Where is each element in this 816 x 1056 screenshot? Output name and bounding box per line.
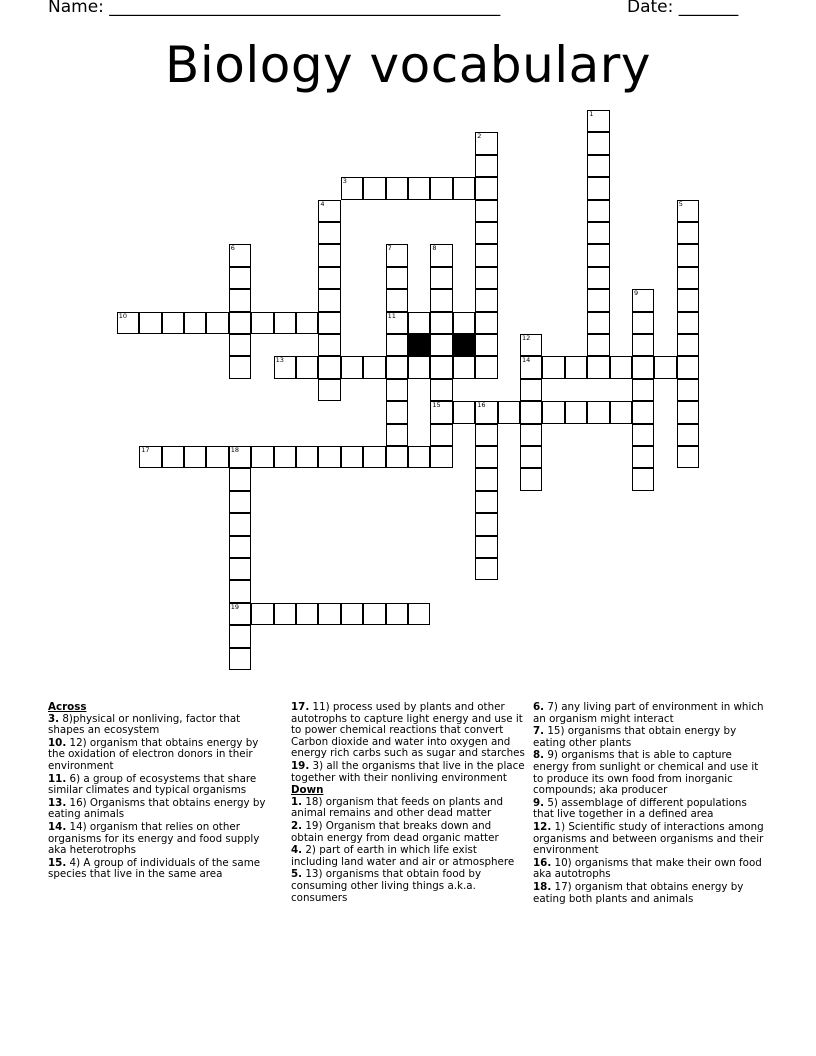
grid-cell[interactable] — [632, 424, 654, 446]
clue-across-17: 17. 11) process used by plants and other autotrophs to capture light energy and use it to power chemical reactions that convert Carbon dioxide and water into oxygen and energy rich carbs such as sugar and starches — [291, 701, 525, 760]
grid-cell[interactable] — [475, 491, 497, 513]
grid-cell[interactable] — [475, 244, 497, 266]
grid-cell[interactable] — [274, 446, 296, 468]
grid-cell[interactable] — [677, 267, 699, 289]
cell-number: 18 — [230, 446, 240, 454]
grid-cell[interactable] — [139, 446, 161, 468]
grid-cell[interactable] — [341, 177, 363, 199]
grid-cell[interactable] — [408, 356, 430, 378]
clue-down-16: 16. 10) organisms that make their own food aka autotrophs — [533, 856, 762, 881]
clue-down-9: 9. 5) assemblage of different populations that live together in a defined area — [533, 796, 747, 821]
grid-cell[interactable] — [318, 244, 340, 266]
grid-cell[interactable] — [453, 312, 475, 334]
grid-cell[interactable] — [475, 200, 497, 222]
grid-cell[interactable] — [520, 468, 542, 490]
grid-cell[interactable] — [453, 356, 475, 378]
clue-down-8: 8. 9) organisms that is able to capture energy from sunlight or chemical and use it to produce its own food from inorganic compounds; aka producer — [533, 749, 759, 797]
grid-cell[interactable] — [229, 648, 251, 670]
grid-cell[interactable] — [632, 312, 654, 334]
grid-cell[interactable] — [587, 200, 609, 222]
grid-cell[interactable] — [408, 446, 430, 468]
grid-cell[interactable] — [117, 312, 139, 334]
grid-cell[interactable] — [318, 334, 340, 356]
page-title: Biology vocabulary — [165, 36, 651, 94]
grid-cell[interactable] — [229, 513, 251, 535]
cell-number: 17 — [141, 446, 150, 454]
clue-down-6: 6. 7) any living part of environment in which an organism might interact — [533, 701, 764, 725]
grid-cell[interactable] — [430, 267, 452, 289]
grid-cell[interactable] — [229, 536, 251, 558]
grid-cell[interactable] — [587, 289, 609, 311]
grid-cell[interactable] — [632, 334, 654, 356]
grid-cell[interactable] — [386, 267, 408, 289]
grid-cell[interactable] — [229, 356, 251, 378]
clue-down-18: 18. 17) organism that obtains energy by eating both plants and animals — [533, 880, 744, 905]
grid-cell[interactable] — [318, 200, 340, 222]
grid-cell[interactable] — [430, 446, 452, 468]
grid-cell[interactable] — [386, 603, 408, 625]
cell-number: 10 — [118, 311, 128, 320]
grid-cell[interactable] — [408, 177, 430, 199]
grid-cell[interactable] — [475, 356, 497, 378]
grid-cell[interactable] — [386, 289, 408, 311]
grid-cell[interactable] — [475, 267, 497, 289]
grid-cell[interactable] — [386, 356, 408, 378]
grid-cell[interactable] — [363, 603, 385, 625]
date-field[interactable]: Date: _______ — [627, 0, 739, 17]
grid-cell[interactable] — [654, 356, 676, 378]
clues-column-3 — [533, 702, 769, 906]
grid-cell[interactable] — [587, 222, 609, 244]
clues-column-1 — [48, 702, 276, 882]
grid-cell[interactable] — [677, 424, 699, 446]
grid-cell[interactable] — [296, 312, 318, 334]
clue-across-10: 10. 12) organism that obtains energy by the oxidation of electron donors in their environment — [48, 736, 259, 772]
grid-cell[interactable] — [430, 289, 452, 311]
grid-cell[interactable] — [251, 446, 273, 468]
clue-down-2: 2. 19) Organism that breaks down and obtain energy from dead organic matter — [291, 819, 499, 844]
grid-cell[interactable] — [318, 222, 340, 244]
grid-cell[interactable] — [475, 536, 497, 558]
grid-cell[interactable] — [229, 446, 251, 468]
grid-cell[interactable] — [475, 312, 497, 334]
grid-cell[interactable] — [274, 603, 296, 625]
grid-cell[interactable] — [318, 267, 340, 289]
grid-cell[interactable] — [162, 446, 184, 468]
grid-cell[interactable] — [475, 424, 497, 446]
grid-cell[interactable] — [610, 356, 632, 378]
grid-cell[interactable] — [318, 356, 340, 378]
grid-cell[interactable] — [341, 446, 363, 468]
grid-cell[interactable] — [341, 356, 363, 378]
grid-cell[interactable] — [565, 401, 587, 423]
grid-cell[interactable] — [498, 401, 520, 423]
grid-cell[interactable] — [318, 289, 340, 311]
grid-cell[interactable] — [587, 312, 609, 334]
grid-cell[interactable] — [677, 356, 699, 378]
grid-cell[interactable] — [475, 177, 497, 199]
grid-cell[interactable] — [386, 244, 408, 266]
grid-cell[interactable] — [587, 334, 609, 356]
clue-across-19: 19. 3) all the organisms that live in the place together with their nonliving environment — [291, 759, 525, 784]
grid-cell[interactable] — [430, 356, 452, 378]
clue-across-15: 15. 4) A group of individuals of the same species that live in the same area — [48, 856, 261, 881]
across-heading: Across — [48, 701, 87, 713]
clue-down-4: 4. 2) part of earth in which life exist including land water and air or atmosphere — [291, 844, 515, 868]
grid-cell[interactable] — [587, 267, 609, 289]
grid-cell[interactable] — [229, 312, 251, 334]
grid-cell[interactable] — [274, 312, 296, 334]
clue-down-7: 7. 15) organisms that obtain energy by eating other plants — [533, 725, 737, 749]
grid-cell[interactable] — [520, 379, 542, 401]
grid-cell[interactable] — [520, 356, 542, 378]
down-heading: Down — [291, 784, 324, 797]
grid-cell[interactable] — [677, 446, 699, 468]
grid-cell[interactable] — [520, 446, 542, 468]
grid-cell[interactable] — [632, 446, 654, 468]
grid-cell[interactable] — [206, 312, 228, 334]
name-field[interactable]: Name: ______________________________________________ — [48, 0, 501, 17]
grid-cell[interactable] — [430, 334, 452, 356]
grid-cell[interactable] — [139, 312, 161, 334]
cell-number: 9 — [634, 289, 639, 298]
grid-cell[interactable] — [677, 312, 699, 334]
grid-cell[interactable] — [251, 603, 273, 625]
grid-cell[interactable] — [520, 401, 542, 423]
cell-number: 14 — [522, 356, 531, 365]
clue-down-1: 1. 18) organism that feeds on plants and animal remains and other dead matter — [291, 795, 504, 820]
grid-cell[interactable] — [587, 177, 609, 199]
clues-column-2 — [291, 702, 527, 905]
grid-cell[interactable] — [274, 356, 296, 378]
grid-cell[interactable] — [475, 289, 497, 311]
grid-cell[interactable] — [475, 446, 497, 468]
grid-cell[interactable] — [251, 312, 273, 334]
grid-cell[interactable] — [587, 401, 609, 423]
grid-cell[interactable] — [363, 177, 385, 199]
grid-cell[interactable] — [229, 289, 251, 311]
grid-cell[interactable] — [587, 244, 609, 266]
grid-cell[interactable] — [386, 334, 408, 356]
grid-cell[interactable] — [475, 155, 497, 177]
cell-number: 12 — [522, 334, 531, 342]
grid-cell[interactable] — [341, 603, 363, 625]
grid-cell[interactable] — [296, 356, 318, 378]
clue-across-14: 14. 14) organism that relies on other organisms for its energy and food supply aka heterotrophs — [48, 820, 260, 857]
grid-cell[interactable] — [386, 312, 408, 334]
grid-cell[interactable] — [386, 177, 408, 199]
grid-cell[interactable] — [318, 379, 340, 401]
grid-cell[interactable] — [162, 312, 184, 334]
grid-cell[interactable] — [475, 401, 497, 423]
cell-number: 2 — [477, 132, 482, 141]
grid-cell[interactable] — [587, 132, 609, 154]
grid-cell[interactable] — [229, 267, 251, 289]
grid-cell[interactable] — [229, 625, 251, 647]
clue-down-12: 12. 1) Scientific study of interactions among organisms and between organisms and their environment — [533, 820, 764, 857]
grid-cell[interactable] — [229, 580, 251, 602]
grid-cell[interactable] — [632, 468, 654, 490]
grid-cell[interactable] — [408, 312, 430, 334]
grid-cell[interactable] — [430, 244, 452, 266]
grid-cell[interactable] — [587, 155, 609, 177]
grid-cell[interactable] — [453, 401, 475, 423]
grid-cell[interactable] — [386, 446, 408, 468]
cell-number: 6 — [230, 244, 235, 253]
cell-number: 3 — [342, 177, 347, 186]
grid-cell[interactable] — [453, 177, 475, 199]
grid-cell[interactable] — [475, 558, 497, 580]
grid-cell[interactable] — [430, 177, 452, 199]
grid-cell[interactable] — [587, 110, 609, 132]
grid-cell[interactable] — [296, 603, 318, 625]
grid-cell[interactable] — [318, 312, 340, 334]
clue-across-3: 3. 8)physical or nonliving, factor that shapes an ecosystem — [48, 712, 241, 737]
grid-cell[interactable] — [363, 446, 385, 468]
cell-number: 8 — [432, 244, 437, 253]
grid-cell[interactable] — [542, 401, 564, 423]
grid-cell[interactable] — [206, 446, 228, 468]
grid-cell[interactable] — [677, 222, 699, 244]
grid-cell[interactable] — [542, 356, 564, 378]
grid-cell[interactable] — [520, 424, 542, 446]
grid-cell[interactable] — [610, 401, 632, 423]
grid-cell[interactable] — [565, 356, 587, 378]
clue-across-11: 11. 6) a group of ecosystems that share similar climates and typical organisms — [48, 772, 257, 797]
cell-number: 11 — [387, 311, 396, 320]
grid-cell[interactable] — [475, 334, 497, 356]
cell-number: 19 — [230, 602, 240, 611]
grid-cell[interactable] — [677, 379, 699, 401]
grid-cell[interactable] — [229, 334, 251, 356]
grid-cell[interactable] — [430, 424, 452, 446]
cell-number: 16 — [477, 401, 486, 410]
grid-cell[interactable] — [677, 401, 699, 423]
grid-cell[interactable] — [475, 513, 497, 535]
grid-cell[interactable] — [363, 356, 385, 378]
grid-cell[interactable] — [475, 222, 497, 244]
cell-number: 15 — [432, 401, 441, 410]
clue-down-5: 5. 13) organisms that obtain food by consuming other living things a.k.a. consumers — [291, 868, 482, 904]
grid-cell[interactable] — [229, 603, 251, 625]
grid-cell[interactable] — [632, 379, 654, 401]
black-cell — [453, 334, 475, 356]
grid-cell[interactable] — [296, 446, 318, 468]
grid-cell[interactable] — [587, 356, 609, 378]
grid-cell[interactable] — [677, 334, 699, 356]
grid-cell[interactable] — [632, 401, 654, 423]
grid-cell[interactable] — [520, 334, 542, 356]
grid-cell[interactable] — [430, 401, 452, 423]
grid-cell[interactable] — [632, 289, 654, 311]
grid-cell[interactable] — [475, 468, 497, 490]
grid-cell[interactable] — [229, 244, 251, 266]
black-cell — [408, 334, 430, 356]
grid-cell[interactable] — [475, 132, 497, 154]
grid-cell[interactable] — [184, 312, 206, 334]
clue-across-13: 13. 16) Organisms that obtains energy by eating animals — [48, 796, 266, 821]
grid-cell[interactable] — [386, 424, 408, 446]
grid-cell[interactable] — [430, 312, 452, 334]
cell-number: 4 — [320, 199, 325, 208]
cell-number: 1 — [589, 110, 594, 118]
grid-cell[interactable] — [184, 446, 206, 468]
grid-cell[interactable] — [677, 289, 699, 311]
grid-cell[interactable] — [408, 603, 430, 625]
cell-number: 13 — [275, 356, 284, 365]
cell-number: 5 — [678, 199, 683, 208]
grid-cell[interactable] — [318, 603, 340, 625]
grid-cell[interactable] — [386, 379, 408, 401]
grid-cell[interactable] — [229, 558, 251, 580]
grid-cell[interactable] — [632, 356, 654, 378]
grid-cell[interactable] — [677, 244, 699, 266]
grid-cell[interactable] — [430, 379, 452, 401]
grid-cell[interactable] — [677, 200, 699, 222]
grid-cell[interactable] — [318, 446, 340, 468]
cell-number: 7 — [387, 244, 392, 253]
grid-cell[interactable] — [386, 401, 408, 423]
grid-cell[interactable] — [229, 468, 251, 490]
grid-cell[interactable] — [229, 491, 251, 513]
